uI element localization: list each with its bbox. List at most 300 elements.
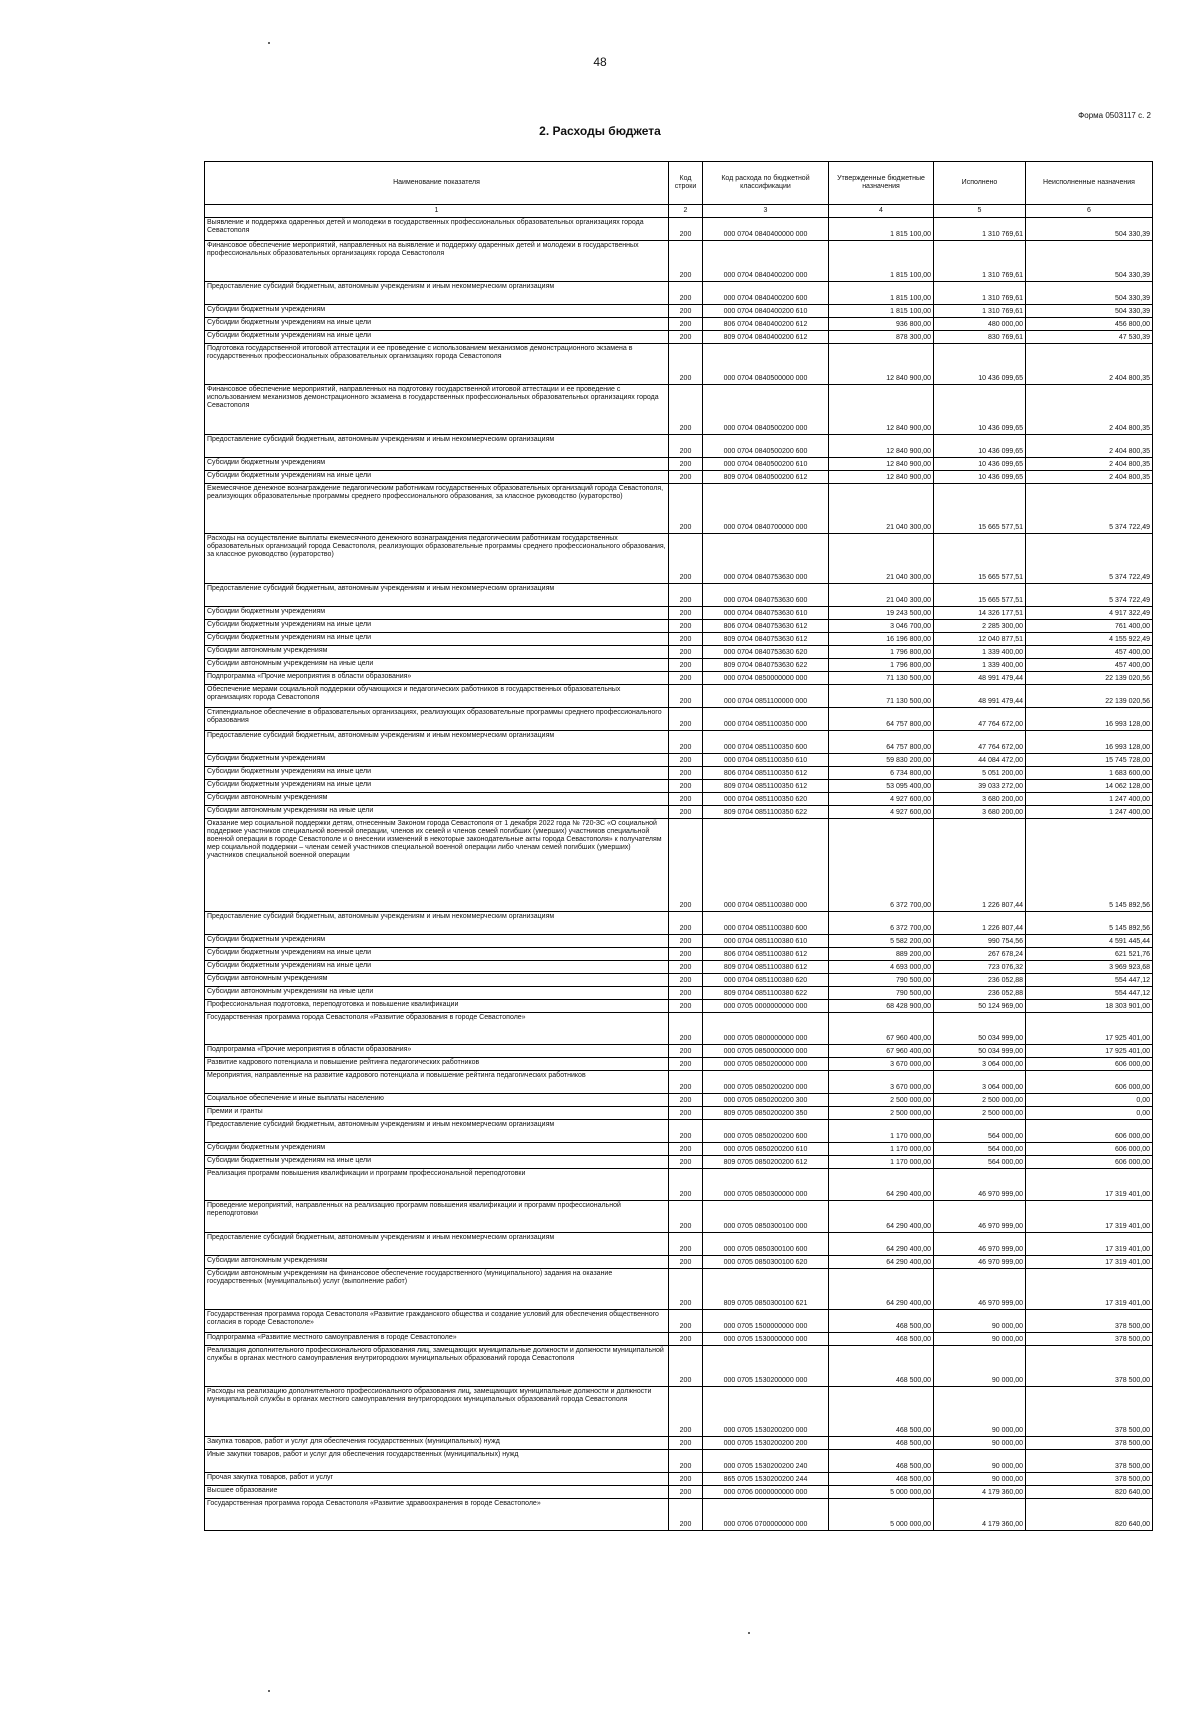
form-label: Форма 0503117 с. 2 <box>1078 111 1151 120</box>
table-row <box>205 793 1153 806</box>
row-executed-amount: 1 310 769,61 <box>934 305 1026 318</box>
table-row <box>205 1346 1153 1387</box>
row-unexecuted-amount: 5 145 892,56 <box>1026 912 1153 935</box>
row-executed-amount: 50 124 969,00 <box>934 1000 1026 1013</box>
row-approved-amount: 936 800,00 <box>829 318 934 331</box>
row-name: Субсидии бюджетным учреждениям на иные цели <box>205 1156 669 1169</box>
row-name: Предоставление субсидий бюджетным, автономным учреждениям и иным некоммерческим организациям <box>205 1120 669 1143</box>
row-line-code: 200 <box>669 471 703 484</box>
row-line-code: 200 <box>669 1013 703 1045</box>
row-name: Финансовое обеспечение мероприятий, направленных на выявление и поддержку одаренных детей и молодежи в государственных профессиональных образовательных организациях города Севастополя <box>205 241 669 282</box>
row-unexecuted-amount: 606 000,00 <box>1026 1058 1153 1071</box>
row-executed-amount: 3 680 200,00 <box>934 806 1026 819</box>
row-classification-code: 000 0705 0850300000 000 <box>703 1169 829 1201</box>
row-classification-code: 809 0705 0850300100 621 <box>703 1269 829 1310</box>
row-executed-amount: 47 764 672,00 <box>934 731 1026 754</box>
row-unexecuted-amount: 1 683 600,00 <box>1026 767 1153 780</box>
row-executed-amount: 2 500 000,00 <box>934 1107 1026 1120</box>
row-unexecuted-amount: 378 500,00 <box>1026 1310 1153 1333</box>
row-name: Подпрограмма «Развитие местного самоуправления в городе Севастополе» <box>205 1333 669 1346</box>
row-executed-amount: 1 310 769,61 <box>934 282 1026 305</box>
table-row <box>205 685 1153 708</box>
row-approved-amount: 468 500,00 <box>829 1473 934 1486</box>
page-number: 48 <box>593 55 607 69</box>
row-name: Субсидии бюджетным учреждениям <box>205 607 669 620</box>
row-name: Подготовка государственной итоговой аттестации и ее проведение с использованием механизмов демонстрационного экзамена в государственных профессиональных образовательных организациях города Севастополя <box>205 344 669 385</box>
row-line-code: 200 <box>669 1256 703 1269</box>
row-line-code: 200 <box>669 1473 703 1486</box>
row-line-code: 200 <box>669 935 703 948</box>
row-approved-amount: 12 840 900,00 <box>829 385 934 435</box>
table-row <box>205 1201 1153 1233</box>
row-approved-amount: 19 243 500,00 <box>829 607 934 620</box>
row-unexecuted-amount: 504 330,39 <box>1026 241 1153 282</box>
row-name: Оказание мер социальной поддержки детям, отнесенным Законом города Севастополя от 1 декабря 2022 года № 720-ЗС «О социальной поддержке участников специальной военной операции, членов их семей и членов семей погибших (умерших) участников специальной военной операции в городе Севастополе и о внесении изменений в некоторые законодательные акты города Севастополя» к получателям мер социальной поддержки – членам семей участников специальной военной операции либо членам семей погибших (умерших) участников специальной военной операции <box>205 819 669 912</box>
row-line-code: 200 <box>669 819 703 912</box>
table-row <box>205 806 1153 819</box>
row-approved-amount: 71 130 500,00 <box>829 672 934 685</box>
table-row <box>205 471 1153 484</box>
row-classification-code: 000 0705 0850000000 000 <box>703 1045 829 1058</box>
row-executed-amount: 90 000,00 <box>934 1473 1026 1486</box>
row-line-code: 200 <box>669 484 703 534</box>
row-approved-amount: 6 734 800,00 <box>829 767 934 780</box>
row-approved-amount: 5 000 000,00 <box>829 1486 934 1499</box>
row-name: Субсидии бюджетным учреждениям на иные цели <box>205 948 669 961</box>
row-executed-amount: 48 991 479,44 <box>934 672 1026 685</box>
row-unexecuted-amount: 2 404 800,35 <box>1026 471 1153 484</box>
row-name: Выявление и поддержка одаренных детей и молодежи в государственных профессиональных образовательных организациях города Севастополя <box>205 218 669 241</box>
row-executed-amount: 1 339 400,00 <box>934 659 1026 672</box>
row-executed-amount: 50 034 999,00 <box>934 1013 1026 1045</box>
row-approved-amount: 5 582 200,00 <box>829 935 934 948</box>
table-row <box>205 1169 1153 1201</box>
row-classification-code: 809 0704 0851100380 622 <box>703 987 829 1000</box>
row-unexecuted-amount: 378 500,00 <box>1026 1450 1153 1473</box>
row-approved-amount: 1 170 000,00 <box>829 1120 934 1143</box>
row-classification-code: 809 0704 0851100350 612 <box>703 780 829 793</box>
table-row <box>205 1045 1153 1058</box>
column-header-name: Наименование показателя <box>205 162 669 205</box>
row-unexecuted-amount: 3 969 923,68 <box>1026 961 1153 974</box>
row-executed-amount: 90 000,00 <box>934 1310 1026 1333</box>
row-line-code: 200 <box>669 961 703 974</box>
row-line-code: 200 <box>669 241 703 282</box>
table-row <box>205 1473 1153 1486</box>
row-unexecuted-amount: 2 404 800,35 <box>1026 385 1153 435</box>
row-classification-code: 000 0704 0840753630 620 <box>703 646 829 659</box>
row-unexecuted-amount: 22 139 020,56 <box>1026 685 1153 708</box>
row-unexecuted-amount: 1 247 400,00 <box>1026 806 1153 819</box>
document-title: 2. Расходы бюджета <box>539 124 661 138</box>
table-row <box>205 961 1153 974</box>
row-unexecuted-amount: 621 521,76 <box>1026 948 1153 961</box>
row-unexecuted-amount: 457 400,00 <box>1026 659 1153 672</box>
row-executed-amount: 46 970 999,00 <box>934 1233 1026 1256</box>
column-number: 4 <box>829 205 934 218</box>
row-executed-amount: 10 436 099,65 <box>934 458 1026 471</box>
row-classification-code: 000 0705 1530200200 000 <box>703 1387 829 1437</box>
row-approved-amount: 3 670 000,00 <box>829 1071 934 1094</box>
row-line-code: 200 <box>669 1120 703 1143</box>
row-name: Обеспечение мерами социальной поддержки обучающихся и педагогических работников в государственных образовательных организациях города Севастополя <box>205 685 669 708</box>
row-approved-amount: 64 290 400,00 <box>829 1233 934 1256</box>
row-line-code: 200 <box>669 1346 703 1387</box>
row-approved-amount: 1 815 100,00 <box>829 241 934 282</box>
row-unexecuted-amount: 22 139 020,56 <box>1026 672 1153 685</box>
row-classification-code: 000 0704 0840700000 000 <box>703 484 829 534</box>
table-row <box>205 1499 1153 1531</box>
table-row <box>205 1058 1153 1071</box>
row-classification-code: 806 0704 0840400200 612 <box>703 318 829 331</box>
row-line-code: 200 <box>669 1499 703 1531</box>
row-line-code: 200 <box>669 780 703 793</box>
row-executed-amount: 1 226 807,44 <box>934 912 1026 935</box>
row-unexecuted-amount: 554 447,12 <box>1026 987 1153 1000</box>
row-unexecuted-amount: 16 993 128,00 <box>1026 731 1153 754</box>
row-unexecuted-amount: 17 925 401,00 <box>1026 1013 1153 1045</box>
row-line-code: 200 <box>669 659 703 672</box>
scan-speck <box>268 42 270 44</box>
row-classification-code: 000 0704 0851100380 610 <box>703 935 829 948</box>
row-name: Субсидии автономным учреждениям <box>205 646 669 659</box>
row-name: Прочая закупка товаров, работ и услуг <box>205 1473 669 1486</box>
row-approved-amount: 3 046 700,00 <box>829 620 934 633</box>
row-unexecuted-amount: 17 319 401,00 <box>1026 1201 1153 1233</box>
row-unexecuted-amount: 5 374 722,49 <box>1026 484 1153 534</box>
row-executed-amount: 46 970 999,00 <box>934 1256 1026 1269</box>
row-approved-amount: 468 500,00 <box>829 1310 934 1333</box>
row-unexecuted-amount: 378 500,00 <box>1026 1346 1153 1387</box>
row-approved-amount: 12 840 900,00 <box>829 458 934 471</box>
row-name: Субсидии бюджетным учреждениям на иные цели <box>205 961 669 974</box>
table-row <box>205 672 1153 685</box>
row-approved-amount: 64 290 400,00 <box>829 1201 934 1233</box>
row-executed-amount: 15 665 577,51 <box>934 484 1026 534</box>
row-approved-amount: 2 500 000,00 <box>829 1107 934 1120</box>
row-name: Субсидии бюджетным учреждениям на иные цели <box>205 633 669 646</box>
table-row <box>205 484 1153 534</box>
scan-speck <box>268 1690 270 1692</box>
table-row <box>205 331 1153 344</box>
row-approved-amount: 71 130 500,00 <box>829 685 934 708</box>
row-classification-code: 809 0705 0850200200 350 <box>703 1107 829 1120</box>
row-unexecuted-amount: 554 447,12 <box>1026 974 1153 987</box>
row-line-code: 200 <box>669 620 703 633</box>
row-unexecuted-amount: 504 330,39 <box>1026 282 1153 305</box>
row-unexecuted-amount: 378 500,00 <box>1026 1387 1153 1437</box>
row-classification-code: 000 0705 0850300100 620 <box>703 1256 829 1269</box>
row-classification-code: 000 0704 0840753630 600 <box>703 584 829 607</box>
row-name: Премии и гранты <box>205 1107 669 1120</box>
row-unexecuted-amount: 2 404 800,35 <box>1026 344 1153 385</box>
row-approved-amount: 2 500 000,00 <box>829 1094 934 1107</box>
row-approved-amount: 878 300,00 <box>829 331 934 344</box>
row-classification-code: 000 0705 1530000000 000 <box>703 1333 829 1346</box>
row-classification-code: 000 0704 0851100350 610 <box>703 754 829 767</box>
column-number: 6 <box>1026 205 1153 218</box>
row-unexecuted-amount: 606 000,00 <box>1026 1071 1153 1094</box>
table-row <box>205 1233 1153 1256</box>
row-line-code: 200 <box>669 806 703 819</box>
row-classification-code: 000 0705 0850200200 600 <box>703 1120 829 1143</box>
row-line-code: 200 <box>669 344 703 385</box>
table-row <box>205 318 1153 331</box>
row-unexecuted-amount: 378 500,00 <box>1026 1333 1153 1346</box>
row-approved-amount: 1 796 800,00 <box>829 659 934 672</box>
row-executed-amount: 2 285 300,00 <box>934 620 1026 633</box>
row-approved-amount: 12 840 900,00 <box>829 471 934 484</box>
row-name: Реализация дополнительного профессионального образования лиц, замещающих муниципальные должности и должности муниципальной службы в органах местного самоуправления внутригородских муниципальных образований города Севастополя <box>205 1346 669 1387</box>
row-classification-code: 000 0704 0840400200 000 <box>703 241 829 282</box>
row-line-code: 200 <box>669 458 703 471</box>
row-line-code: 200 <box>669 1071 703 1094</box>
column-number: 2 <box>669 205 703 218</box>
table-row <box>205 1437 1153 1450</box>
row-approved-amount: 6 372 700,00 <box>829 912 934 935</box>
row-line-code: 200 <box>669 1094 703 1107</box>
row-line-code: 200 <box>669 1156 703 1169</box>
row-executed-amount: 10 436 099,65 <box>934 344 1026 385</box>
row-approved-amount: 889 200,00 <box>829 948 934 961</box>
row-unexecuted-amount: 606 000,00 <box>1026 1143 1153 1156</box>
row-classification-code: 000 0705 0850200200 000 <box>703 1071 829 1094</box>
row-line-code: 200 <box>669 1000 703 1013</box>
row-classification-code: 000 0704 0840753630 610 <box>703 607 829 620</box>
row-unexecuted-amount: 16 993 128,00 <box>1026 708 1153 731</box>
table-row <box>205 584 1153 607</box>
row-approved-amount: 6 372 700,00 <box>829 819 934 912</box>
row-unexecuted-amount: 5 145 892,56 <box>1026 819 1153 912</box>
row-executed-amount: 10 436 099,65 <box>934 471 1026 484</box>
row-classification-code: 000 0704 0851100350 620 <box>703 793 829 806</box>
row-unexecuted-amount: 456 800,00 <box>1026 318 1153 331</box>
table-row <box>205 780 1153 793</box>
row-name: Закупка товаров, работ и услуг для обеспечения государственных (муниципальных) нужд <box>205 1437 669 1450</box>
row-approved-amount: 64 757 800,00 <box>829 708 934 731</box>
row-approved-amount: 468 500,00 <box>829 1387 934 1437</box>
row-classification-code: 809 0704 0851100380 612 <box>703 961 829 974</box>
row-executed-amount: 44 084 472,00 <box>934 754 1026 767</box>
row-approved-amount: 468 500,00 <box>829 1346 934 1387</box>
row-line-code: 200 <box>669 607 703 620</box>
row-line-code: 200 <box>669 912 703 935</box>
row-name: Субсидии бюджетным учреждениям на иные цели <box>205 318 669 331</box>
table-row <box>205 1000 1153 1013</box>
row-classification-code: 000 0705 1530200000 000 <box>703 1346 829 1387</box>
row-executed-amount: 5 051 200,00 <box>934 767 1026 780</box>
row-line-code: 200 <box>669 974 703 987</box>
row-approved-amount: 1 170 000,00 <box>829 1143 934 1156</box>
row-unexecuted-amount: 4 155 922,49 <box>1026 633 1153 646</box>
row-unexecuted-amount: 820 640,00 <box>1026 1499 1153 1531</box>
table-row <box>205 305 1153 318</box>
row-classification-code: 000 0705 0850200200 300 <box>703 1094 829 1107</box>
row-classification-code: 000 0705 1530200200 200 <box>703 1437 829 1450</box>
table-row <box>205 241 1153 282</box>
row-unexecuted-amount: 15 745 728,00 <box>1026 754 1153 767</box>
row-line-code: 200 <box>669 534 703 584</box>
row-executed-amount: 1 226 807,44 <box>934 819 1026 912</box>
row-classification-code: 000 0704 0840400200 600 <box>703 282 829 305</box>
table-row <box>205 1486 1153 1499</box>
scan-speck <box>748 1632 750 1634</box>
row-line-code: 200 <box>669 1450 703 1473</box>
table-row <box>205 708 1153 731</box>
row-line-code: 200 <box>669 318 703 331</box>
row-line-code: 200 <box>669 1201 703 1233</box>
row-line-code: 200 <box>669 633 703 646</box>
row-classification-code: 809 0704 0840400200 612 <box>703 331 829 344</box>
row-line-code: 200 <box>669 1045 703 1058</box>
row-unexecuted-amount: 4 917 322,49 <box>1026 607 1153 620</box>
row-name: Высшее образование <box>205 1486 669 1499</box>
table-row <box>205 435 1153 458</box>
table-row <box>205 646 1153 659</box>
row-name: Субсидии бюджетным учреждениям на иные цели <box>205 780 669 793</box>
row-line-code: 200 <box>669 948 703 961</box>
row-classification-code: 000 0705 1530200200 240 <box>703 1450 829 1473</box>
row-approved-amount: 12 840 900,00 <box>829 435 934 458</box>
row-name: Субсидии бюджетным учреждениям на иные цели <box>205 471 669 484</box>
table-row <box>205 987 1153 1000</box>
row-classification-code: 000 0706 0000000000 000 <box>703 1486 829 1499</box>
row-unexecuted-amount: 47 530,39 <box>1026 331 1153 344</box>
row-classification-code: 000 0705 0850200000 000 <box>703 1058 829 1071</box>
row-line-code: 200 <box>669 1486 703 1499</box>
row-unexecuted-amount: 5 374 722,49 <box>1026 584 1153 607</box>
row-name: Субсидии бюджетным учреждениям на иные цели <box>205 620 669 633</box>
row-classification-code: 000 0705 0850300100 000 <box>703 1201 829 1233</box>
table-row <box>205 1256 1153 1269</box>
row-classification-code: 000 0704 0851100350 000 <box>703 708 829 731</box>
row-approved-amount: 4 927 600,00 <box>829 793 934 806</box>
row-line-code: 200 <box>669 1143 703 1156</box>
column-number: 3 <box>703 205 829 218</box>
table-row <box>205 620 1153 633</box>
row-name: Предоставление субсидий бюджетным, автономным учреждениям и иным некоммерческим организациям <box>205 435 669 458</box>
row-executed-amount: 3 064 000,00 <box>934 1058 1026 1071</box>
row-executed-amount: 46 970 999,00 <box>934 1169 1026 1201</box>
row-approved-amount: 3 670 000,00 <box>829 1058 934 1071</box>
row-unexecuted-amount: 17 319 401,00 <box>1026 1233 1153 1256</box>
row-classification-code: 000 0704 0840400200 610 <box>703 305 829 318</box>
row-approved-amount: 1 170 000,00 <box>829 1156 934 1169</box>
row-line-code: 200 <box>669 282 703 305</box>
row-classification-code: 809 0704 0840753630 612 <box>703 633 829 646</box>
row-classification-code: 000 0704 0840753630 000 <box>703 534 829 584</box>
table-row <box>205 1120 1153 1143</box>
row-line-code: 200 <box>669 731 703 754</box>
row-line-code: 200 <box>669 708 703 731</box>
table-row <box>205 1143 1153 1156</box>
table-row <box>205 282 1153 305</box>
table-row <box>205 633 1153 646</box>
row-executed-amount: 50 034 999,00 <box>934 1045 1026 1058</box>
row-name: Государственная программа города Севастополя «Развитие здравоохранения в городе Севастополе» <box>205 1499 669 1531</box>
row-approved-amount: 21 040 300,00 <box>829 484 934 534</box>
table-row <box>205 1013 1153 1045</box>
row-executed-amount: 1 310 769,61 <box>934 218 1026 241</box>
row-name: Предоставление субсидий бюджетным, автономным учреждениям и иным некоммерческим организациям <box>205 1233 669 1256</box>
table-row <box>205 1094 1153 1107</box>
row-executed-amount: 90 000,00 <box>934 1450 1026 1473</box>
table-row <box>205 218 1153 241</box>
column-header-unexecuted: Неисполненные назначения <box>1026 162 1153 205</box>
row-unexecuted-amount: 14 062 128,00 <box>1026 780 1153 793</box>
row-name: Субсидии бюджетным учреждениям на иные цели <box>205 331 669 344</box>
row-executed-amount: 90 000,00 <box>934 1387 1026 1437</box>
row-line-code: 200 <box>669 754 703 767</box>
row-unexecuted-amount: 17 925 401,00 <box>1026 1045 1153 1058</box>
row-line-code: 200 <box>669 331 703 344</box>
row-executed-amount: 723 076,32 <box>934 961 1026 974</box>
row-line-code: 200 <box>669 1169 703 1201</box>
row-executed-amount: 4 179 360,00 <box>934 1486 1026 1499</box>
row-line-code: 200 <box>669 584 703 607</box>
row-executed-amount: 564 000,00 <box>934 1143 1026 1156</box>
row-executed-amount: 46 970 999,00 <box>934 1269 1026 1310</box>
row-name: Предоставление субсидий бюджетным, автономным учреждениям и иным некоммерческим организациям <box>205 731 669 754</box>
row-line-code: 200 <box>669 218 703 241</box>
row-approved-amount: 468 500,00 <box>829 1437 934 1450</box>
row-classification-code: 000 0705 0850300100 600 <box>703 1233 829 1256</box>
column-number: 1 <box>205 205 669 218</box>
row-unexecuted-amount: 5 374 722,49 <box>1026 534 1153 584</box>
row-executed-amount: 3 064 000,00 <box>934 1071 1026 1094</box>
row-name: Субсидии автономным учреждениям на иные цели <box>205 806 669 819</box>
row-approved-amount: 468 500,00 <box>829 1450 934 1473</box>
row-approved-amount: 790 500,00 <box>829 974 934 987</box>
row-executed-amount: 2 500 000,00 <box>934 1094 1026 1107</box>
row-executed-amount: 3 680 200,00 <box>934 793 1026 806</box>
row-name: Подпрограмма «Прочие мероприятия в области образования» <box>205 672 669 685</box>
row-classification-code: 000 0705 0800000000 000 <box>703 1013 829 1045</box>
row-name: Предоставление субсидий бюджетным, автономным учреждениям и иным некоммерческим организациям <box>205 912 669 935</box>
row-name: Предоставление субсидий бюджетным, автономным учреждениям и иным некоммерческим организациям <box>205 282 669 305</box>
row-line-code: 200 <box>669 1058 703 1071</box>
row-name: Социальное обеспечение и иные выплаты населению <box>205 1094 669 1107</box>
row-approved-amount: 16 196 800,00 <box>829 633 934 646</box>
row-classification-code: 000 0704 0851100000 000 <box>703 685 829 708</box>
row-classification-code: 000 0704 0840400000 000 <box>703 218 829 241</box>
row-approved-amount: 4 927 600,00 <box>829 806 934 819</box>
row-name: Субсидии бюджетным учреждениям <box>205 305 669 318</box>
row-executed-amount: 1 339 400,00 <box>934 646 1026 659</box>
row-line-code: 200 <box>669 1437 703 1450</box>
row-unexecuted-amount: 17 319 401,00 <box>1026 1269 1153 1310</box>
row-line-code: 200 <box>669 767 703 780</box>
row-executed-amount: 267 678,24 <box>934 948 1026 961</box>
row-classification-code: 000 0705 0000000000 000 <box>703 1000 829 1013</box>
table-row <box>205 659 1153 672</box>
row-name: Субсидии бюджетным учреждениям <box>205 754 669 767</box>
row-executed-amount: 990 754,56 <box>934 935 1026 948</box>
row-unexecuted-amount: 606 000,00 <box>1026 1156 1153 1169</box>
row-executed-amount: 14 326 177,51 <box>934 607 1026 620</box>
table-row <box>205 344 1153 385</box>
row-unexecuted-amount: 18 303 901,00 <box>1026 1000 1153 1013</box>
row-unexecuted-amount: 378 500,00 <box>1026 1473 1153 1486</box>
row-name: Субсидии бюджетным учреждениям <box>205 458 669 471</box>
row-name: Иные закупки товаров, работ и услуг для обеспечения государственных (муниципальных) нужд <box>205 1450 669 1473</box>
row-name: Стипендиальное обеспечение в образовательных организациях, реализующих образовательные программы среднего профессионального образования <box>205 708 669 731</box>
row-classification-code: 000 0704 0851100350 600 <box>703 731 829 754</box>
row-approved-amount: 21 040 300,00 <box>829 534 934 584</box>
row-line-code: 200 <box>669 672 703 685</box>
table-row <box>205 948 1153 961</box>
row-approved-amount: 1 815 100,00 <box>829 305 934 318</box>
